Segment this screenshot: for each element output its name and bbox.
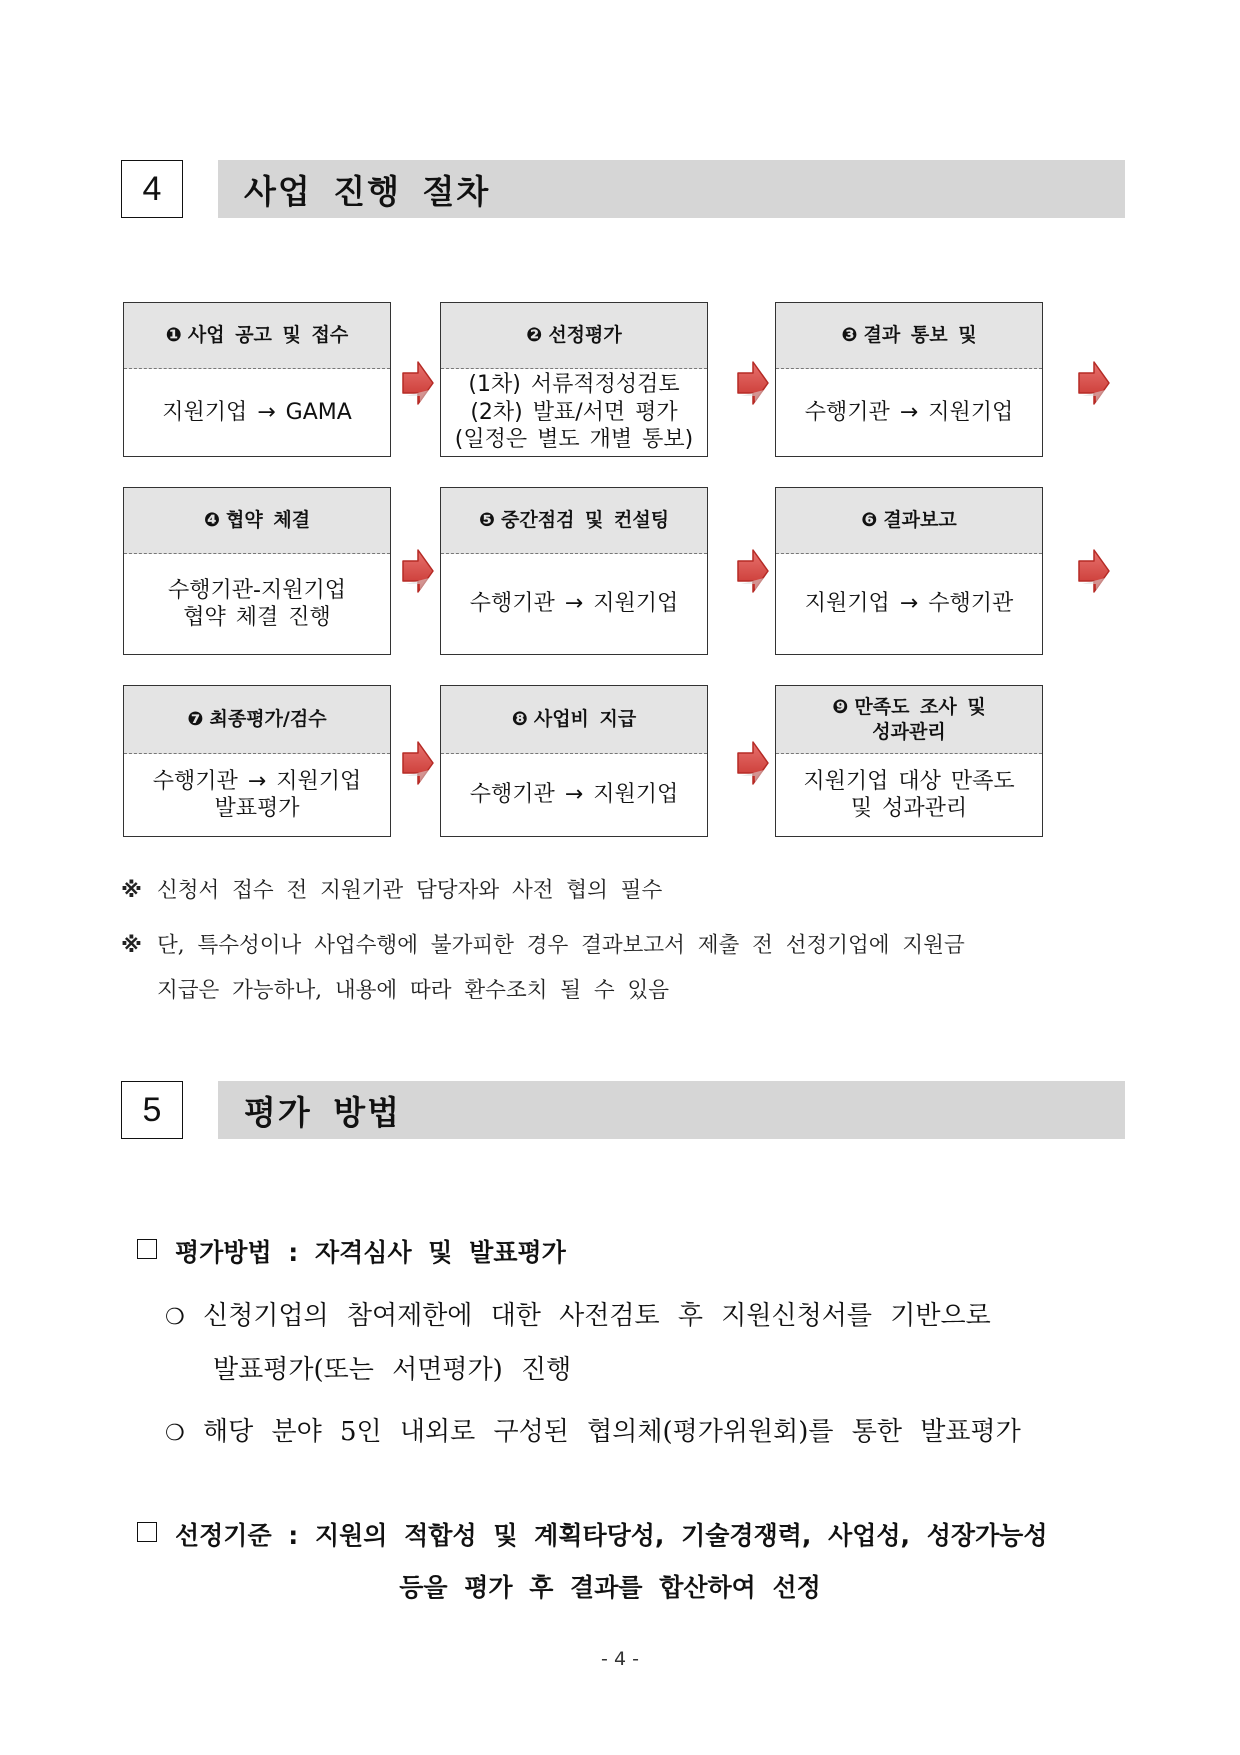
step-number-icon: ❾ [832,695,849,718]
eval-bullet-2-text: 해당 분야 5인 내외로 구성된 협의체(평가위원회)를 통한 발표평가 [203,1417,1021,1447]
step-body-line: 수행기관 → 지원기업 [469,591,679,617]
section-5-header [121,1081,1125,1141]
process-step-box [123,487,391,655]
step-title-text-line2: 성과관리 [872,720,946,743]
process-step-body [776,754,1042,836]
process-step-title [776,488,1042,554]
process-step-body [441,754,707,836]
process-step-body [124,554,390,654]
right-arrow-icon [737,740,769,786]
step-title-text: 사업 공고 및 접수 [187,324,349,347]
step-body-line: 협약 체결 진행 [183,605,331,630]
process-step-box [440,685,708,837]
step-body-line: 발표평가 [214,796,300,821]
process-step-body [441,369,707,456]
circle-bullet-icon: ❍ [165,1305,185,1330]
checkbox-square-icon [137,1522,157,1542]
step-title-text: 결과 통보 및 [863,324,977,347]
step-body-line: (2차) 발표/서면 평가 [470,399,678,425]
step-body-line: 수행기관-지원기업 [168,577,346,603]
section-number: 5 [121,1081,183,1139]
process-step-body [124,369,390,456]
process-step-title [441,686,707,754]
process-step-title [124,686,390,754]
step-body-line: 수행기관 → 지원기업 [804,399,1014,425]
eval-bullet-1-line1: 신청기업의 참여제한에 대한 사전검토 후 지원신청서를 기반으로 [203,1301,991,1331]
process-step-box [775,685,1043,837]
right-arrow-icon [402,548,434,594]
process-step-title [124,488,390,554]
process-step-box [123,302,391,457]
section-title-bar [218,160,1125,218]
step-title-text: 선정평가 [548,324,622,347]
step-number-icon: ❻ [861,509,878,532]
process-step-box [440,487,708,655]
step-body-line: 수행기관 → 지원기업 [152,768,362,794]
process-step-title [776,686,1042,754]
step-title-text: 최종평가/검수 [209,708,327,731]
step-body-line: 지원기업 대상 만족도 [803,768,1015,794]
eval-bullet-2 [165,1406,1125,1460]
step-title-text: 협약 체결 [226,509,311,532]
process-step-body [124,754,390,836]
section-title-bar [218,1081,1125,1139]
eval-method-heading-text: 평가방법 : 자격심사 및 발표평가 [175,1238,566,1267]
process-step-body [441,554,707,654]
right-arrow-icon [402,740,434,786]
note-mark: ※ [121,933,142,958]
process-step-title [124,303,390,369]
process-step-title [441,303,707,369]
step-number-icon: ❺ [478,509,496,532]
step-title-text: 사업비 지급 [533,708,637,731]
step-body-line: 지원기업 → 수행기관 [804,591,1014,617]
step-title-text: 중간점검 및 컨설팅 [501,509,670,532]
criteria-line2-wrap [0,1568,1240,1604]
process-step-box [775,302,1043,457]
note-1 [121,868,1125,913]
section-4-header [121,160,1125,220]
note-2-line1: 단, 특수성이나 사업수행에 불가피한 경우 결과보고서 제출 전 선정기업에 지원금 [157,933,965,958]
step-number-icon: ❼ [187,708,204,731]
step-number-icon: ❷ [526,324,543,347]
step-body-line: (1차) 서류적정성검토 [468,372,680,398]
criteria-heading [137,1516,1047,1552]
eval-bullet-1 [165,1290,1125,1396]
process-step-title [441,488,707,554]
step-title-text: 결과보고 [883,509,957,532]
criteria-line1: 선정기준 : 지원의 적합성 및 계획타당성, 기술경쟁력, 사업성, 성장가능성 [175,1521,1048,1550]
step-number-icon: ❶ [165,324,182,347]
note-2 [121,923,1125,1013]
step-body-line: 및 성과관리 [850,796,968,821]
right-arrow-icon [1078,548,1110,594]
section-title: 사업 진행 절차 [244,171,491,211]
section-title: 평가 방법 [244,1092,402,1132]
step-body-line: (일정은 별도 개별 통보) [454,427,694,453]
step-number-icon: ❽ [511,708,528,731]
page-number: - 4 - [601,1648,639,1670]
eval-method-heading [137,1233,566,1269]
right-arrow-icon [737,548,769,594]
right-arrow-icon [737,360,769,406]
process-step-body [776,369,1042,456]
right-arrow-icon [402,360,434,406]
note-mark: ※ [121,878,142,903]
right-arrow-icon [1078,360,1110,406]
circle-bullet-icon: ❍ [165,1421,185,1446]
process-step-box [123,685,391,837]
step-number-icon: ❸ [841,324,858,347]
section-number: 4 [121,160,183,218]
step-number-icon: ❹ [203,509,221,532]
step-title-text: 만족도 조사 및 [854,695,986,718]
checkbox-square-icon [137,1239,157,1259]
step-body-line: 지원기업 → GAMA [162,399,352,425]
step-body-line: 수행기관 → 지원기업 [469,782,679,808]
eval-bullet-1-line2: 발표평가(또는 서면평가) 진행 [213,1355,572,1385]
process-step-body [776,554,1042,654]
note-2-line2: 지급은 가능하나, 내용에 따라 환수조치 될 수 있음 [157,978,670,1003]
criteria-line2: 등을 평가 후 결과를 합산하여 선정 [399,1573,821,1602]
process-step-title [776,303,1042,369]
note-1-text: 신청서 접수 전 지원기관 담당자와 사전 협의 필수 [157,878,663,903]
process-step-box [775,487,1043,655]
process-step-box [440,302,708,457]
